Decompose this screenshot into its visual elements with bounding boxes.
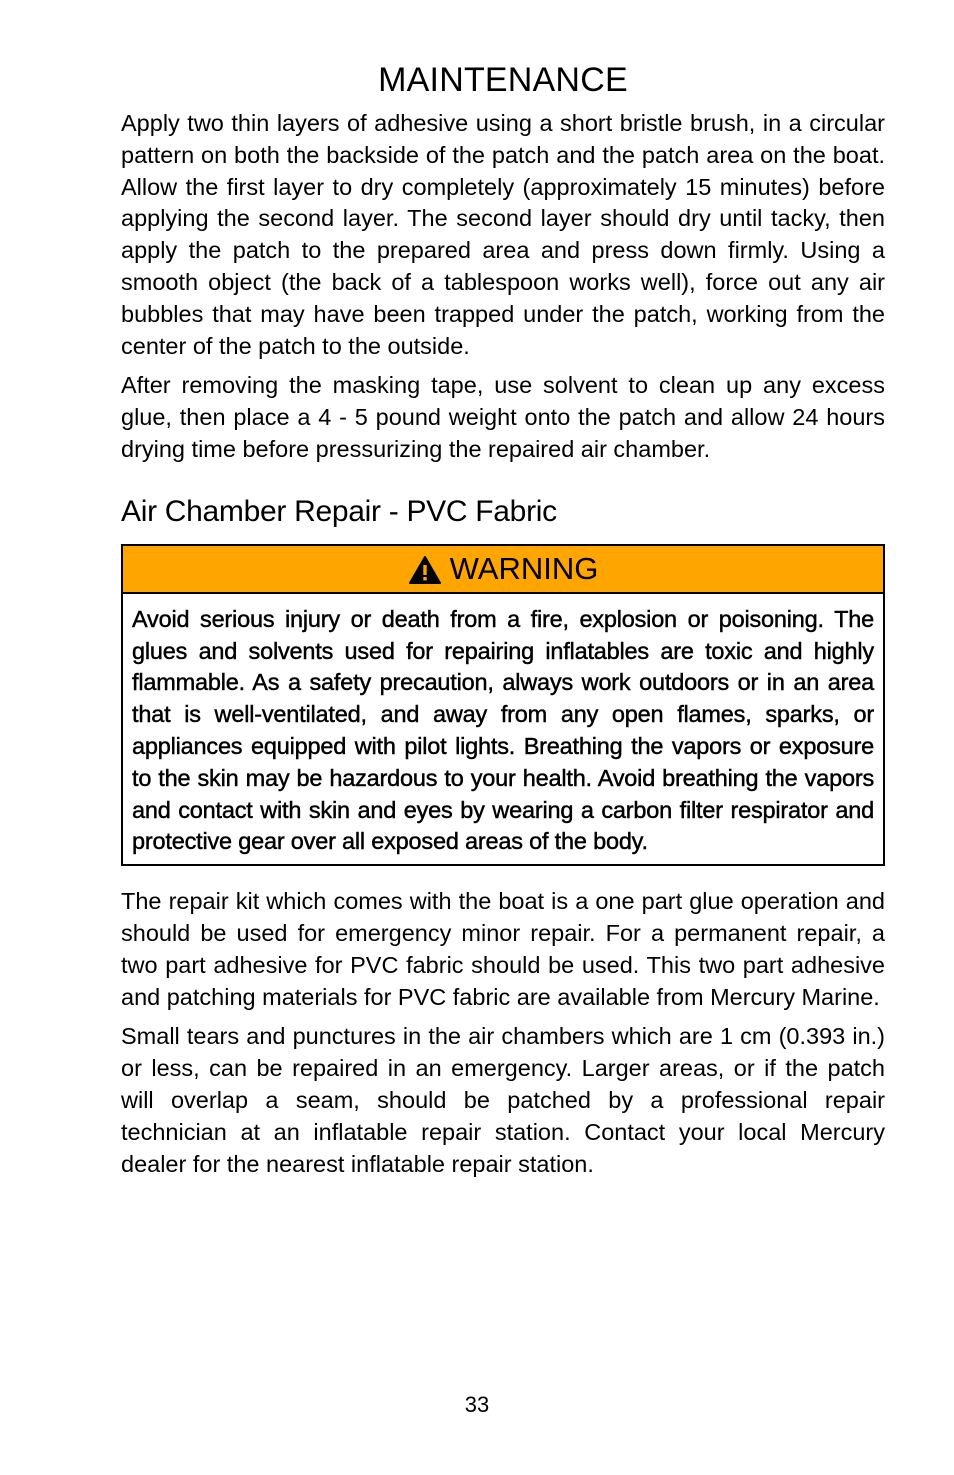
page-title: MAINTENANCE: [378, 61, 628, 99]
paragraph-repair-kit: The repair kit which comes with the boat is a one part glue operation and should be used for emergency minor repair. For a permanent repair, a two part adhesive for PVC fabric should be used. This two part adhesive and patching materials for PVC fabric are available from Mercury Marine.: [121, 888, 885, 1010]
warning-triangle-icon: [408, 555, 442, 585]
paragraph-small-tears: Small tears and punctures in the air chambers which are 1 cm (0.393 in.) or less, can be repaired in an emergency. Larger areas, or if the patch will overlap a seam, should be patched by a professional repair technician at an inflatable repair station. Contact your local Mercury dealer for the nearest inflatable repair station.: [121, 1023, 885, 1177]
paragraph-drying-time: After removing the masking tape, use solvent to clean up any excess glue, then place a 4 - 5 pound weight onto the patch and allow 24 hours drying time before pressurizing the repaired air chamber.: [121, 372, 885, 462]
page-number: 33: [464, 1392, 490, 1417]
section-heading: Air Chamber Repair - PVC Fabric: [121, 494, 557, 528]
page-content: [121, 58, 885, 1188]
warning-label: WARNING: [449, 550, 599, 586]
paragraph-adhesive-application: Apply two thin layers of adhesive using a short bristle brush, in a circular pattern on both the backside of the patch and the patch area on the boat. Allow the first layer to dry completely (approximately 15 minutes) before applying the second layer. The second layer should dry until tacky, then apply the patch to the prepared area and press down firmly. Using a smooth object (the back of a tablespoon works well), force out any air bubbles that may have been trapped under the patch, working from the center of the patch to the outside.: [121, 110, 885, 359]
warning-header: [123, 546, 883, 594]
warning-text: Avoid serious injury or death from a fire, explosion or poisoning. The glues and solvents used for repairing inflatables are toxic and highly flammable. As a safety precaution, always work outdoors or in an area that is well-ventilated, and away from any open flames, sparks, or appliances equipped with pilot lights. Breathing the vapors or exposure to the skin may be hazardous to your health. Avoid breathing the vapors and contact with skin and eyes by wearing a carbon filter respirator and protective gear over all exposed areas of the body.: [132, 605, 874, 855]
warning-box: [121, 544, 885, 866]
